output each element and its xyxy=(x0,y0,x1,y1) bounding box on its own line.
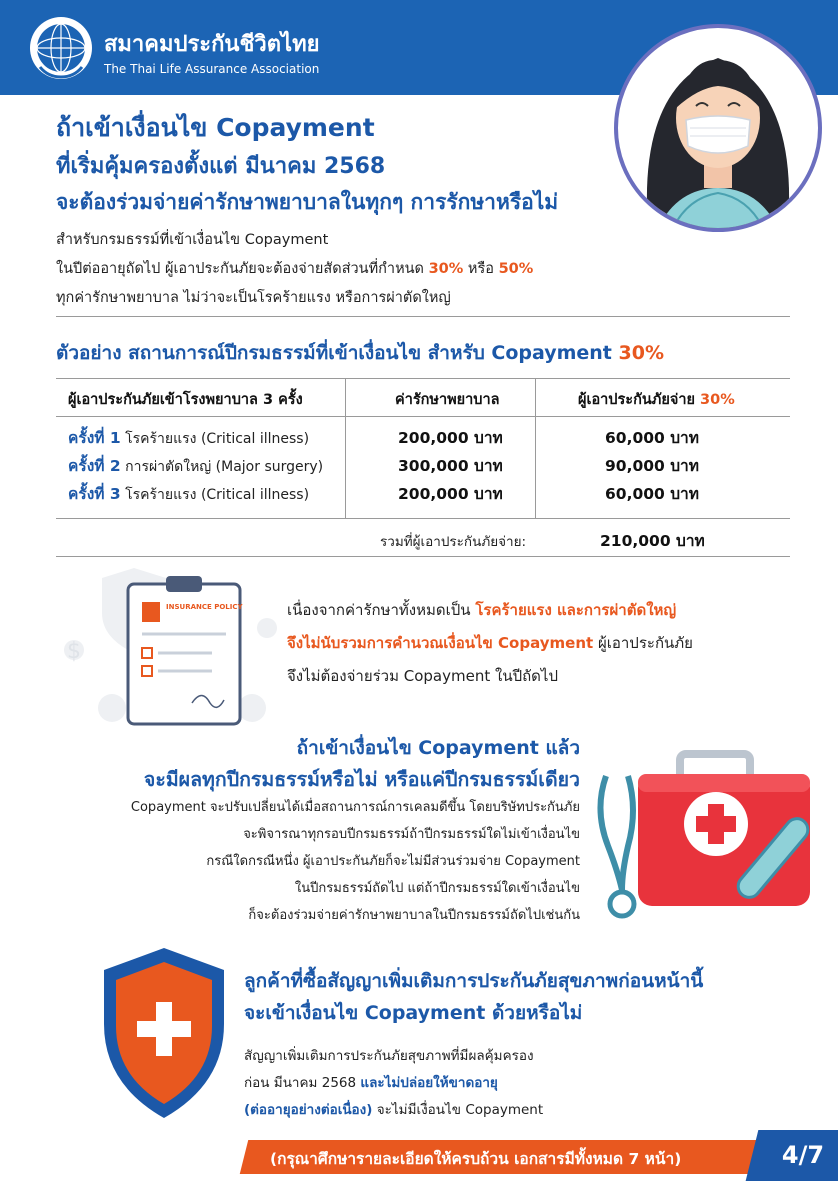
row-description: การผ่าตัดใหญ่ (Major surgery) xyxy=(125,459,324,475)
row-description: โรคร้ายแรง (Critical illness) xyxy=(125,431,310,447)
section-3-title-1: ลูกค้าที่ซื้อสัญญาเพิ่มเติมการประกันภัยสุขภาพก่อนหน้านี้ xyxy=(244,970,704,992)
table-header-paid-percent: 30% xyxy=(700,392,735,408)
org-name-english: The Thai Life Assurance Association xyxy=(104,62,320,76)
headline-line-2: ที่เริ่มคุ้มครองตั้งแต่ มีนาคม 2568 xyxy=(56,154,386,179)
page-number: 4/7 xyxy=(768,1130,838,1181)
example-title-percent: 30% xyxy=(618,342,664,364)
section-3-line-2-text: ก่อน มีนาคม 2568 xyxy=(244,1075,361,1091)
intro-line-2-or: หรือ xyxy=(463,261,499,277)
explanation-line-2-highlight: จึงไม่นับรวมการคำนวณเงื่อนไข Copayment xyxy=(287,634,594,652)
section-3-line-3-text: จะไม่มีเงื่อนไข Copayment xyxy=(372,1102,544,1118)
row-paid: 60,000 บาท xyxy=(605,429,699,447)
section-3-line-3-bold: (ต่ออายุอย่างต่อเนื่อง) xyxy=(244,1102,373,1118)
table-bottom-rule xyxy=(56,556,790,557)
table-column-divider xyxy=(535,378,536,518)
shield-plus-icon xyxy=(98,944,230,1122)
explanation-line-1 xyxy=(287,598,676,622)
explanation-line-2 xyxy=(287,631,693,655)
section-3-title-2: จะเข้าเงื่อนไข Copayment ด้วยหรือไม่ xyxy=(244,1002,583,1024)
row-cost: 200,000 บาท xyxy=(398,429,503,447)
table-header-visits: ผู้เอาประกันภัยเข้าโรงพยาบาล 3 ครั้ง xyxy=(68,392,303,408)
headline-line-3: จะต้องร่วมจ่ายค่ารักษาพยาบาลในทุกๆ การรักษาหรือไม่ xyxy=(56,190,559,214)
explanation-line-2-text: ผู้เอาประกันภัย xyxy=(593,634,693,652)
footer-note: (กรุณาศึกษารายละเอียดให้ครบถ้วน เอกสารมีทั้งหมด 7 หน้า) xyxy=(270,1150,682,1168)
total-label: รวมที่ผู้เอาประกันภัยจ่าย: xyxy=(380,534,527,550)
intro-line-1: สำหรับกรมธรรม์ที่เข้าเงื่อนไข Copayment xyxy=(56,232,329,248)
table-header-paid xyxy=(578,388,735,411)
table-column-divider xyxy=(345,378,346,518)
table-header-paid-text: ผู้เอาประกันภัยจ่าย xyxy=(578,392,701,408)
table-header-cost: ค่ารักษาพยาบาล xyxy=(395,392,500,408)
explanation-line-1-text: เนื่องจากค่ารักษาทั้งหมดเป็น xyxy=(287,601,476,619)
section-2-title-2: จะมีผลทุกปีกรมธรรม์หรือไม่ หรือแค่ปีกรมธรรม์เดียว xyxy=(143,768,580,791)
section-3-line-1: สัญญาเพิ่มเติมการประกันภัยสุขภาพที่มีผลคุ้มครอง xyxy=(244,1048,534,1064)
row-cost: 300,000 บาท xyxy=(398,457,503,475)
example-title xyxy=(56,338,664,368)
sick-woman-illustration xyxy=(614,24,822,232)
first-aid-kit-icon xyxy=(592,750,817,925)
section-2-line: กรณีใดกรณีหนึ่ง ผู้เอาประกันภัยก็จะไม่มีส่วนร่วมจ่าย Copayment xyxy=(206,854,580,869)
explanation-line-1-highlight: โรคร้ายแรง และการผ่าตัดใหญ่ xyxy=(475,601,677,619)
insurance-policy-illustration xyxy=(62,568,277,728)
intro-line-2 xyxy=(56,257,533,280)
section-2-line: ก็จะต้องร่วมจ่ายค่ารักษาพยาบาลในปีกรมธรรม์ถัดไปเช่นกัน xyxy=(248,908,580,923)
intro-line-3: ทุกค่ารักษาพยาบาล ไม่ว่าจะเป็นโรคร้ายแรง หรือการผ่าตัดใหญ่ xyxy=(56,290,451,306)
percent-30: 30% xyxy=(428,261,464,277)
row-label: ครั้งที่ 1 xyxy=(68,429,121,447)
section-3-line-2 xyxy=(244,1071,498,1093)
row-description: โรคร้ายแรง (Critical illness) xyxy=(125,487,310,503)
total-value: 210,000 บาท xyxy=(600,532,705,550)
table-row xyxy=(68,481,309,506)
row-label: ครั้งที่ 2 xyxy=(68,457,121,475)
explanation-line-3: จึงไม่ต้องจ่ายร่วม Copayment ในปีถัดไป xyxy=(287,667,558,685)
example-title-text: ตัวอย่าง สถานการณ์ปีกรมธรรม์ที่เข้าเงื่อนไข สำหรับ Copayment xyxy=(56,342,619,364)
table-top-rule xyxy=(56,378,790,379)
section-2-title-1: ถ้าเข้าเงื่อนไข Copayment แล้ว xyxy=(296,737,580,759)
headline-line-1: ถ้าเข้าเงื่อนไข Copayment xyxy=(56,113,375,142)
association-logo xyxy=(28,15,94,81)
row-label: ครั้งที่ 3 xyxy=(68,485,121,503)
intro-line-2-text: ในปีต่ออายุถัดไป ผู้เอาประกันภัยจะต้องจ่ายสัดส่วนที่กำหนด xyxy=(56,261,429,277)
table-total-rule xyxy=(56,518,790,519)
section-3-line-3 xyxy=(244,1098,543,1120)
section-2-line: จะพิจารณาทุกรอบปีกรมธรรม์ถ้าปีกรมธรรม์ใดไม่เข้าเงื่อนไข xyxy=(243,827,580,842)
section-2-line: ในปีกรมธรรม์ถัดไป แต่ถ้าปีกรมธรรม์ใดเข้าเงื่อนไข xyxy=(294,881,580,896)
svg-text:$: $ xyxy=(67,639,81,664)
row-paid: 90,000 บาท xyxy=(605,457,699,475)
section-2-line: Copayment จะปรับเปลี่ยนได้เมื่อสถานการณ์การเคลมดีขึ้น โดยบริษัทประกันภัย xyxy=(130,800,580,815)
table-row xyxy=(68,453,323,478)
row-paid: 60,000 บาท xyxy=(605,485,699,503)
section-3-line-2-bold: และไม่ปล่อยให้ขาดอายุ xyxy=(360,1075,498,1091)
org-name-thai: สมาคมประกันชีวิตไทย xyxy=(104,32,320,57)
divider xyxy=(56,316,790,317)
policy-card-label: INSURANCE POLICY xyxy=(166,603,243,611)
table-header-rule xyxy=(56,416,790,417)
table-row xyxy=(68,425,309,450)
row-cost: 200,000 บาท xyxy=(398,485,503,503)
percent-50: 50% xyxy=(498,261,534,277)
